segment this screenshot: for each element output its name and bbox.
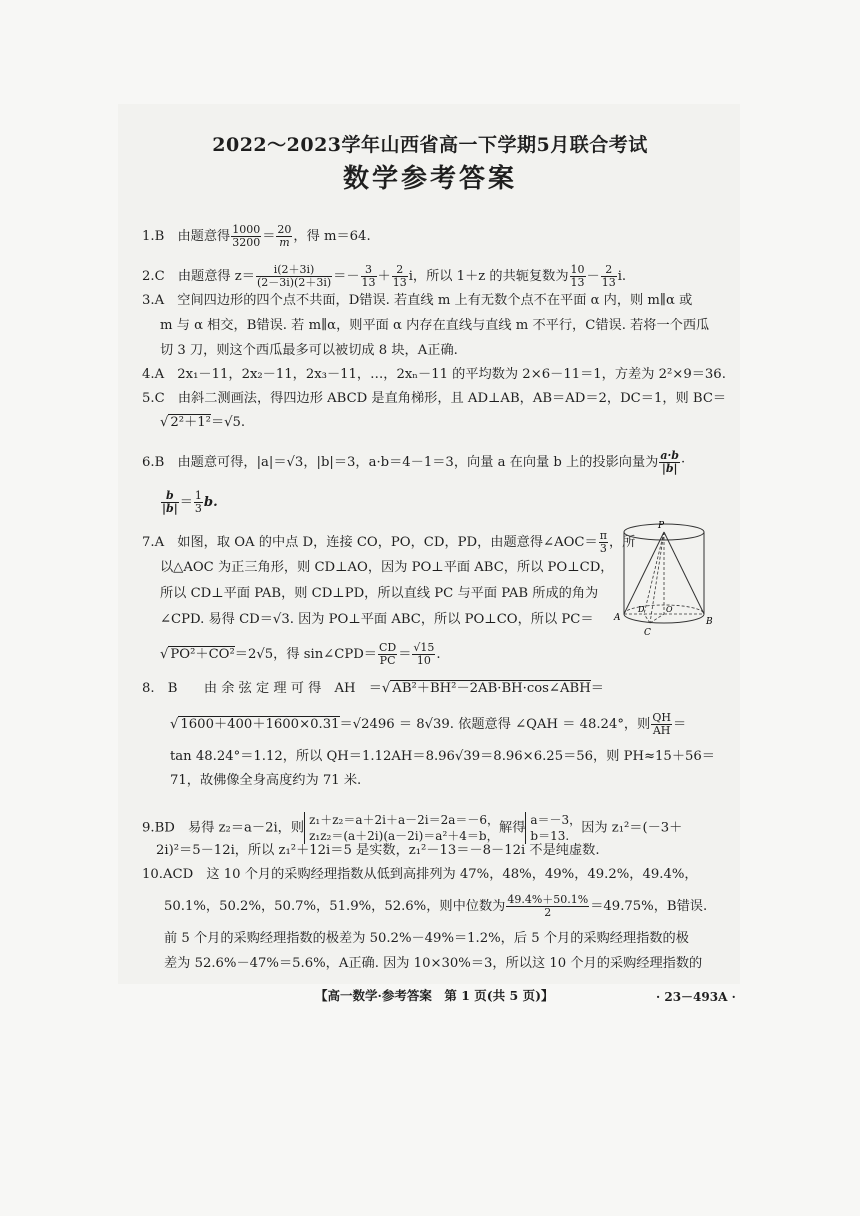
fraction: $\frac{1000}{3200}$: [232, 223, 261, 249]
equation-system: z₁＋z₂＝a＋2i＋a－2i＝2a＝－6， z₁z₂＝(a＋2i)(a－2i)＝a²＋4＝b，: [304, 812, 499, 844]
answer-6-line-1: 6.B 由题意可得，|a|＝√3，|b|＝3，a·b＝4－1＝3，向量 a 在向量 b 上的投影向量为 $\frac{a\cdot b}{|b|}$ ·: [142, 449, 686, 475]
fraction: $\frac{2}{13}$: [392, 263, 407, 289]
label-a: A: [614, 613, 621, 623]
answer-7-line-1: 7.A 如图，取 OA 的中点 D，连接 CO，PO，CD，PD，由题意得∠AOC＝ $\frac{\pi}{3}$ ，所: [142, 529, 636, 555]
answer-8-line-4: 71，故佛像全身高度约为 71 米.: [170, 773, 362, 788]
answer-9-line-2: 2i)²＝5－12i，所以 z₁²＋12i＝5 是实数，z₁²－13＝－8－12i 不是纯虚数.: [156, 843, 600, 858]
segment-co: [650, 614, 664, 623]
cone-pd: [644, 532, 664, 614]
answer-7-line-2: 以△AOC 为正三角形，则 CD⊥AO，因为 PO⊥平面 ABC，所以 PO⊥CD，: [160, 560, 614, 575]
exam-title: 2022～2023学年山西省高一下学期5月联合考试: [212, 134, 648, 156]
answer-4: 4.A 2x₁－11，2x₂－11，2x₃－11，…，2xₙ－11 的平均数为 2×6－11＝1，方差为 2²×9＝36.: [142, 367, 726, 382]
answer-3-line-1: 3.A 空间四边形的四个点不共面，D错误. 若直线 m 上有无数个点不在平面 α 内，则 m∥α 或: [142, 293, 693, 308]
fraction: $\frac{2}{13}$: [601, 263, 616, 289]
fraction: $\frac{√15}{10}$: [413, 641, 435, 667]
fraction: $\frac{20}{m}$: [277, 223, 292, 249]
label-b: B: [706, 617, 713, 627]
answer-7-line-5: √ PO²＋CO²＝2√5，得 sin∠CPD＝ $\frac{CD}{PC}$ ＝ $\frac{√15}{10}$ .: [160, 641, 441, 667]
fraction: $\frac{i(2+3i)}{(2-3i)(2+3i)}$: [256, 263, 332, 289]
label-d: D: [638, 605, 645, 614]
answer-8-line-2: √ 1600＋400＋1600×0.31＝√2496 ＝ 8√39. 依题意得 ∠QAH ＝ 48.24°，则 $\frac{QH}{AH}$ ＝: [170, 711, 687, 737]
answer-6-line-2: $\frac{b}{|b|}$ ＝ $\frac{1}{3}$ b.: [162, 489, 218, 515]
answer-7-line-3: 所以 CD⊥平面 PAB，则 CD⊥PD，所以直线 PC 与平面 PAB 所成的角为: [160, 586, 599, 601]
answer-9-line-1: 9.BD 易得 z₂＝a－2i，则 z₁＋z₂＝a＋2i＋a－2i＝2a＝－6， z₁z₂＝(a＋2i)(a－2i)＝a²＋4＝b， 解得 a＝－3， b＝13. 因为 z₁²＝(－3＋: [142, 813, 683, 843]
answer-5-line-1: 5.C 由斜二测画法，得四边形 ABCD 是直角梯形，且 AD⊥AB，AB＝AD＝2，DC＝1，则 BC＝: [142, 391, 727, 406]
solution-system: a＝－3， b＝13.: [525, 812, 581, 844]
answer-10-line-2: 50.1%，50.2%，50.7%，51.9%，52.6%，则中位数为 $\frac{49.4\%+50.1\%}{2}$ ＝49.75%，B错误.: [164, 893, 708, 919]
answer-7-line-4: ∠CPD. 易得 CD＝√3. 因为 PO⊥平面 ABC，所以 PO⊥CO，所以 PC＝: [160, 612, 594, 627]
fraction: $\frac{10}{13}$: [570, 263, 585, 289]
answer-2: 2.C 由题意得 z＝ $\frac{i(2+3i)}{(2-3i)(2+3i)}$ ＝－ $\frac{3}{13}$ ＋ $\frac{2}{13}$ i，所以 1＋z 的共轭复数为 $\frac{10}{13}$ － $\frac{2}{13}$ i.: [142, 263, 627, 289]
document-title: 数学参考答案: [342, 164, 517, 194]
base-front: [624, 614, 704, 623]
cylinder-cone-figure: [612, 518, 716, 642]
answer-3-line-2: m 与 α 相交，B错误. 若 m∥α，则平面 α 内存在直线与直线 m 不平行，C错误. 若将一个西瓜: [160, 318, 710, 333]
page-footer: 【高一数学·参考答案 第 1 页(共 5 页)】: [315, 988, 554, 1003]
label-c: C: [644, 628, 651, 638]
answer-8-line-1: 8. B 由 余 弦 定 理 可 得 AH ＝√ AB²＋BH²－2AB·BH·cos∠ABH＝: [142, 681, 604, 696]
fraction: $\frac{b}{|b|}$: [162, 489, 178, 515]
answer-10-line-3: 前 5 个月的采购经理指数的极差为 50.2%－49%＝1.2%，后 5 个月的采购经理指数的极: [164, 931, 689, 946]
label-p: P: [658, 521, 665, 531]
answer-10-line-4: 差为 52.6%－47%＝5.6%，A正确. 因为 10×30%＝3，所以这 10 个月的采购经理指数的: [164, 956, 703, 971]
fraction: $\frac{a\cdot b}{|b|}$: [660, 449, 679, 475]
fraction: $\frac{3}{13}$: [361, 263, 376, 289]
answer-5-line-2: √ 2²＋1²＝√5.: [160, 415, 246, 430]
fraction: $\frac{QH}{AH}$: [652, 711, 671, 737]
cone-right: [664, 532, 704, 614]
answer-8-line-3: tan 48.24°＝1.12，所以 QH＝1.12AH＝8.96√39＝8.96×6.25＝56，则 PH≈15＋56＝: [170, 749, 715, 764]
label-o: O: [666, 605, 673, 614]
fraction: $\frac{\pi}{3}$: [599, 529, 607, 555]
fraction: $\frac{CD}{PC}$: [378, 641, 397, 667]
fraction: $\frac{49.4\%+50.1\%}{2}$: [507, 893, 589, 919]
answer-1: 1.B 由题意得 $\frac{1000}{3200}$ ＝ $\frac{20}{m}$ ，得 m＝64.: [142, 223, 371, 249]
answer-10-line-1: 10.ACD 这 10 个月的采购经理指数从低到高排列为 47%，48%，49%，49.2%，49.4%，: [142, 867, 698, 882]
fraction: $\frac{1}{3}$: [194, 489, 202, 515]
exam-code: · 23－493A ·: [656, 990, 736, 1004]
answer-3-line-3: 切 3 刀，则这个西瓜最多可以被切成 8 块，A正确.: [160, 343, 458, 358]
